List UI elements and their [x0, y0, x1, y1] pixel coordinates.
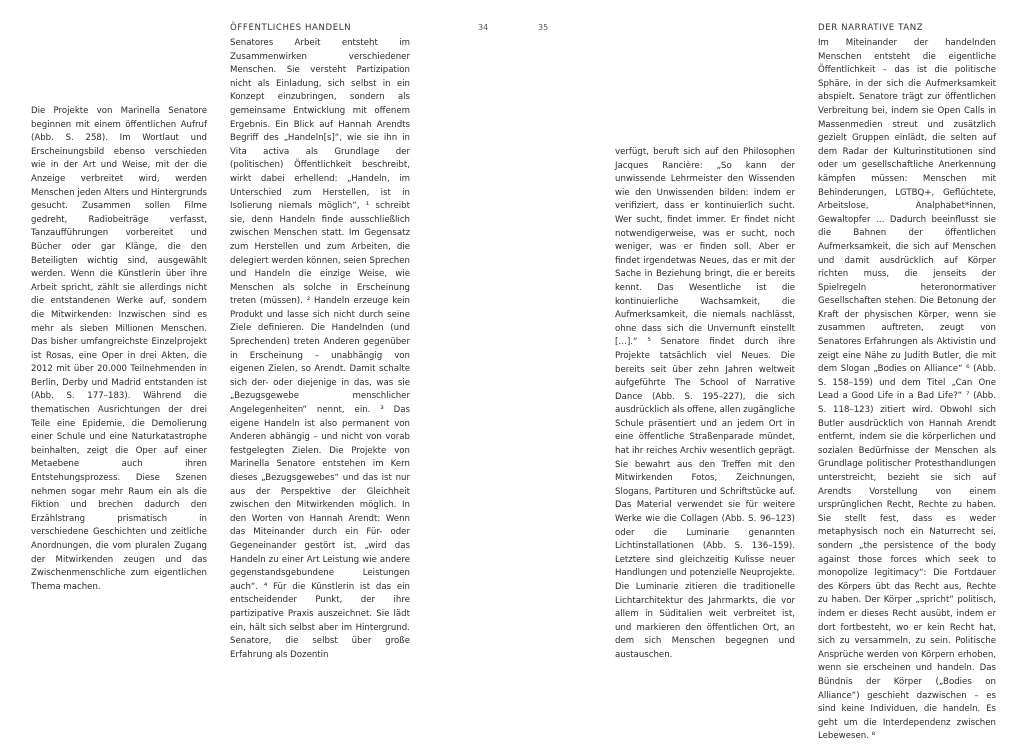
left-page-column-2 — [230, 37, 410, 662]
left-column-1-text: Die Projekte von Marinella Senatore beginnen mit einem öffentlichen Aufruf (Abb. S. 258). Im Wortlaut und Erscheinungsbild ebenso verschieden wie in der Art und Weise, mit der die Anzeige verbreitet wird, werden Menschen jeden Alters und Hintergrunds gesucht. Zusammen sollen Filme gedreht, Radiobeiträge verfasst, Tanzaufführungen vorbereitet und Bücher oder gar Klänge, die den Beteiligten wichtig sind, ausgewählt werden. Wenn die Künstlerin über ihre Arbeit spricht, zählt sie allerdings nicht die entstandenen Werke auf, sondern die Mitwirkenden: Inzwischen sind es mehr als sieben Millionen Menschen. Das bisher umfangreichste Einzelprojekt ist Rosas, eine Oper in drei Akten, die 2012 mit über 20.000 Teilnehmenden in Berlin, Derby und Madrid entstanden ist (Abb. S. 177–183). Während die thematischen Ausrichtungen der drei Teile eine Epidemie, die Demolierung einer Schule und eine Naturkatastrophe beinhalten, zeigt die Oper auf einer Metaebene auch ihren Entstehungsprozess. Diese Szenen nehmen sogar mehr Raum ein als die Fiktion und brechen dadurch den Erzählstrang prismatisch in verschiedene Geschichten und zeitliche Anordnungen, die vom pluralen Zugang der Mitwirkenden zeugen und das Zwischenmenschliche zum eigentlichen Thema machen. — [31, 106, 207, 592]
right-page-column-2 — [818, 37, 996, 744]
right-page-heading: DER NARRATIVE TANZ — [818, 23, 924, 33]
right-page-column-1 — [615, 146, 795, 663]
right-column-2-text: Im Miteinander der handelnden Menschen entsteht die eigentliche Öffentlichkeit – das ist die politische Sphäre, in der sich die Aufmerksamkeit abspielt. Senatore trägt zur öffentlichen Verbreitung bei, indem sie Open Calls in Massenmedien streut und zusätzlich gezielt Gruppen einlädt, die selten auf dem Radar der Kulturinstitutionen sind oder um gesellschaftliche Anerkennung kämpfen müssen: Menschen mit Behinderungen, LGTBQ+, Geflüchtete, Arbeitslose, Analphabet*innen, Gewaltopfer … Dadurch beeinflusst sie die Bahnen der öffentlichen Aufmerksamkeit, die sich auf Menschen und damit ausdrücklich auf Körper richten muss, die jenseits der Spielregeln heteronormativer Gesellschaften stehen. Die Betonung der Kraft der physischen Körper, wenn sie zusammen auftreten, zeugt von Senatores Erfahrungen als Aktivistin und zeigt eine Nähe zu Judith Butler, die mit dem Slogan „Bodies on Alliance“ ⁶ (Abb. S. 158–159) und dem Titel „Can One Lead a Good Life in a Bad Life?“ ⁷ (Abb. S. 118–123) zitiert wird. Obwohl sich Butler ausdrücklich von Hannah Arendt entfernt, indem sie die körperlichen und sozialen Bedürfnisse der Menschen als Grundlage politischer Protesthandlungen unterstreicht, bezieht sie sich auf Arendts Vorstellung von einem ursprünglichen Recht, Rechte zu haben. Sie stellt fest, dass es weder metaphysisch noch ein Naturrecht sei, sondern „the persistence of the body against those forces which seek to monopolize legitimacy“: Die Fortdauer des Körpers übt das Recht aus, Rechte zu haben. Der Körper „spricht“ politisch, indem er dieses Recht ausübt, indem er dort fortbesteht, wo er kein Recht hat, sich zu versammeln, zu sein. Politische Ansprüche werden von Körpern erhoben, wenn sie erscheinen und handeln. Das Bündnis der Körper („Bodies on Alliance“) geschieht dazwischen – es sind keine Individuen, die handeln. Es geht um die Interdependenz zwischen Lebewesen. ⁸ — [818, 38, 996, 742]
right-column-1-text: verfügt, beruft sich auf den Philosophen Jacques Rancière: „So kann der unwissende Lehrmeister den Wissenden wie den Unwissenden bilden: indem er verifiziert, dass er kontinuierlich sucht. Wer sucht, findet immer. Er findet nicht notwendigerweise, was er sucht, noch weniger, was er finden soll. Aber er findet irgendetwas Neues, das er mit der Sache in Beziehung bringt, die er bereits kennt. Das Wesentliche ist die kontinuierliche Wachsamkeit, die Aufmerksamkeit, die niemals nachlässt, ohne dass sich die Unvernunft einstellt […].“ ⁵ Senatore findet durch ihre Projekte tatsächlich viel Neues. Die bereits seit über zehn Jahren weltweit aufgeführte The School of Narrative Dance (Abb. S. 195–227), die sich ausdrücklich als offene, allen zugängliche Schule präsentiert und an jedem Ort in eine öffentliche Straßenparade mündet, hat ihr reiches Archiv wesentlich geprägt. Sie bewahrt aus den Treffen mit den Mitwirkenden Fotos, Zeichnungen, Slogans, Partituren und Schriftstücke auf. Das Material verwendet sie für weitere Werke wie die Collagen (Abb. S. 96–123) oder die Luminarie genannten Lichtinstallationen (Abb. S. 136–159). Letztere sind gleichzeitig Kulisse neuer Handlungen und potenzielle Neuprojekte. Die Luminarie zitieren die traditionelle Lichtarchitektur des Jahrmarkts, die vor allem in Süditalien weit verbreitet ist, und markieren den öffentlichen Ort, an dem sich Menschen begegnen und austauschen. — [615, 147, 795, 660]
left-column-2-text: Senatores Arbeit entsteht im Zusammenwirken verschiedener Menschen. Sie versteht Partizipation nicht als Einladung, sich selbst in ein Konzept einzubringen, sondern als gemeinsame Entwicklung mit offenem Ergebnis. Ein Blick auf Hannah Arendts Begriff des „Handeln[s]“, wie sie ihn in Vita activa als Grundlage der (politischen) Öffentlichkeit beschreibt, wirkt dabei erhellend: „Handeln, im Unterschied zum Herstellen, ist in Isolierung niemals möglich“, ¹ schreibt sie, denn Handeln finde ausschließlich zwischen Menschen statt. Im Gegensatz zum Herstellen und zum Arbeiten, die delegiert werden können, seien Sprechen und Handeln die einzige Weise, wie Menschen als solche in Erscheinung treten (müssen). ² Handeln erzeuge kein Produkt und lasse sich nicht durch seine Ziele definieren. Die Handelnden (und Sprechenden) treten Anderen gegenüber in Erscheinung – unabhängig von eigenen Zielen, so Arendt. Damit schalte sich der- oder diejenige in das, was sie „Bezugsgewebe menschlicher Angelegenheiten“ nennt, ein. ³ Das eigene Handeln ist also permanent von Anderen abhängig – und nicht von vorab festgelegten Zielen. Die Projekte von Marinella Senatore entstehen im Kern dieses „Bezugsgewebes“ und das ist nur aus der Perspektive der Gleichheit zwischen den Mitwirkenden möglich. In den Worten von Hannah Arendt: Wenn das Miteinander durch ein Für- oder Gegeneinander gestört ist, „wird das Handeln zu einer Art Leistung wie andere gegenstandsgebundene Leistungen auch“. ⁴ Für die Künstlerin ist das ein entscheidender Punkt, der ihre partizipative Praxis auszeichnet. Sie lädt ein, hält sich selbst aber im Hintergrund. Senatore, die selbst über große Erfahrung als Dozentin — [230, 38, 410, 660]
left-page-heading: ÖFFENTLICHES HANDELN — [230, 23, 352, 33]
right-page-number: 35 — [538, 23, 549, 32]
left-page-number: 34 — [478, 23, 489, 32]
left-page-column-1 — [31, 105, 207, 594]
